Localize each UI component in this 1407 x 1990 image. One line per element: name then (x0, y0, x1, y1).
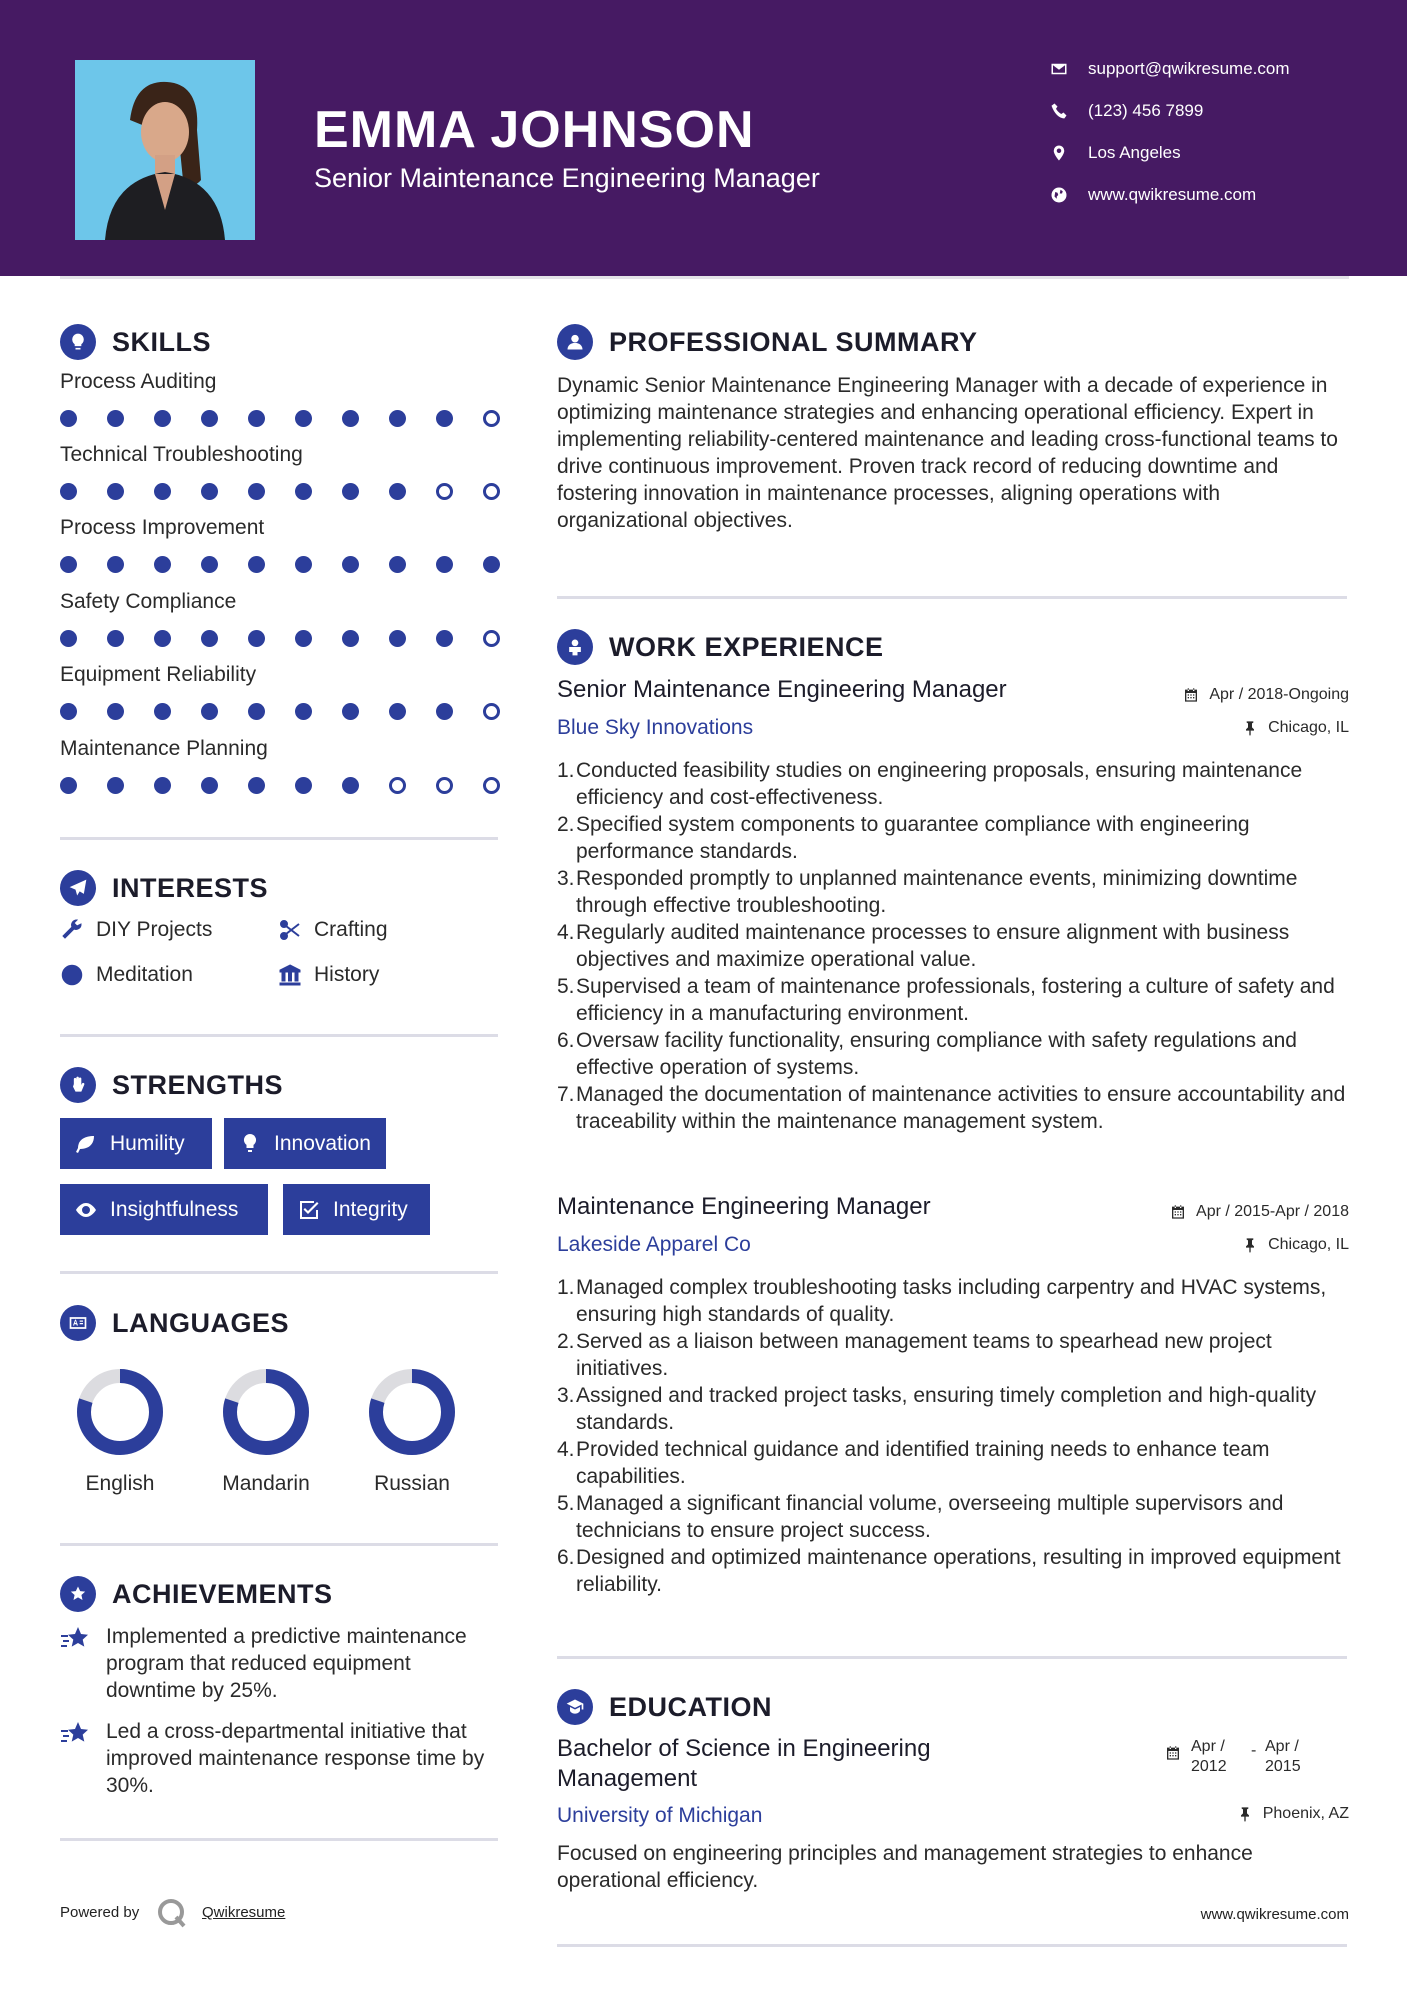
pushpin-icon (1242, 1237, 1258, 1253)
language-label: Mandarin (222, 1472, 310, 1495)
rating-dot-filled (107, 630, 124, 647)
rating-dot-filled (107, 703, 124, 720)
rating-dot-filled (154, 556, 171, 573)
footer-website[interactable]: www.qwikresume.com (1200, 1906, 1349, 1923)
check-square-icon (297, 1198, 321, 1222)
job-company: Blue Sky Innovations (557, 716, 754, 739)
rating-dot-filled (201, 556, 218, 573)
rating-dot-filled (60, 630, 77, 647)
rating-dot-filled (436, 556, 453, 573)
rating-dot-empty (483, 777, 500, 794)
languages-heading: LANGUAGES (60, 1305, 289, 1341)
rating-dot-filled (248, 483, 265, 500)
rating-dot-filled (295, 777, 312, 794)
job-bullet: 5. Managed a significant financial volume, overseeing multiple supervisors and technicians to ensure project success. (557, 1492, 1284, 1542)
divider (60, 1034, 498, 1037)
language-label: English (85, 1472, 155, 1495)
rating-dot-filled (295, 483, 312, 500)
education-school: University of Michigan (557, 1804, 763, 1827)
skill-rating (60, 777, 530, 794)
language-donut (75, 1367, 165, 1457)
rating-dot-filled (201, 483, 218, 500)
envelope-icon (1050, 60, 1068, 78)
rating-dot-filled (107, 483, 124, 500)
header-divider (60, 276, 1349, 279)
language-label: Russian (374, 1472, 450, 1495)
education-end: Apr / 2015 (1265, 1738, 1301, 1775)
contact-phone-text: (123) 456 7899 (1088, 101, 1204, 120)
circle-icon (60, 963, 84, 987)
rating-dot-filled (483, 556, 500, 573)
rating-dot-empty (483, 630, 500, 647)
powered-by-label: Powered by (60, 1904, 140, 1921)
rating-dot-filled (154, 630, 171, 647)
rating-dot-filled (342, 483, 359, 500)
skill-rating (60, 410, 530, 427)
job-location: Chicago, IL (1242, 1236, 1349, 1254)
skill-name: Technical Troubleshooting (60, 443, 303, 466)
education-dates: Apr / 2012 - Apr / 2015 (1165, 1737, 1325, 1777)
divider (557, 596, 1347, 599)
skill-rating (60, 483, 530, 500)
job-bullet: 4. Provided technical guidance and identified training needs to enhance team capabilities. (557, 1438, 1270, 1488)
job-bullet: 6. Designed and optimized maintenance operations, resulting in improved equipment reliability. (557, 1546, 1341, 1596)
education-description: Focused on engineering principles and management strategies to enhance operational efficiency. (557, 1842, 1253, 1892)
language-card-icon (68, 1313, 88, 1333)
job-bullet: 1. Managed complex troubleshooting tasks including carpentry and HVAC systems, ensuring high standards of quality. (557, 1276, 1327, 1326)
contact-website[interactable] (1050, 185, 1256, 205)
graduate-icon (565, 1697, 585, 1717)
contact-location-text: Los Angeles (1088, 143, 1181, 162)
skill-name: Maintenance Planning (60, 737, 268, 760)
skill-name: Safety Compliance (60, 590, 237, 613)
rating-dot-filled (248, 556, 265, 573)
rating-dot-filled (248, 410, 265, 427)
divider (60, 837, 498, 840)
rating-dot-filled (342, 410, 359, 427)
job-bullet: 3. Assigned and tracked project tasks, ensuring timely completion and high-quality standards. (557, 1384, 1317, 1434)
divider (60, 1838, 498, 1841)
phone-icon (1050, 102, 1068, 120)
rating-dot-filled (248, 703, 265, 720)
lightbulb-icon (238, 1132, 262, 1156)
rating-dot-filled (436, 410, 453, 427)
globe-icon (1050, 186, 1068, 204)
interests-heading: INTERESTS (60, 870, 268, 906)
eye-icon (74, 1198, 98, 1222)
rating-dot-filled (107, 556, 124, 573)
pushpin-icon (1242, 720, 1258, 736)
rating-dot-filled (295, 410, 312, 427)
rating-dot-filled (248, 630, 265, 647)
job-bullet: 2. Specified system components to guarantee compliance with engineering performance standards. (557, 813, 1250, 863)
achievement-item: Led a cross-departmental initiative that improved maintenance response time by 30%. (60, 1718, 500, 1799)
wrench-icon (60, 918, 84, 942)
achievements-heading: ACHIEVEMENTS (60, 1576, 333, 1612)
rating-dot-empty (436, 777, 453, 794)
profile-photo (75, 60, 255, 240)
leaf-icon (74, 1132, 98, 1156)
contact-phone[interactable] (1050, 101, 1203, 121)
star-icon (60, 1625, 92, 1653)
job-bullet: 5. Supervised a team of maintenance professionals, fostering a culture of safety and efficiency in a manufacturing environment. (557, 975, 1335, 1025)
skill-rating (60, 556, 530, 573)
calendar-icon (1183, 687, 1199, 703)
rating-dot-empty (483, 483, 500, 500)
qwikresume-logo-icon (156, 1897, 188, 1929)
skill-name: Process Improvement (60, 516, 265, 539)
education-degree: Bachelor of Science in Engineering Management (557, 1735, 931, 1792)
lightbulb-icon (68, 332, 88, 352)
strength-chip-humility: Humility (60, 1118, 212, 1169)
strength-chip-integrity: Integrity (283, 1184, 430, 1235)
rating-dot-filled (389, 556, 406, 573)
bank-icon (278, 963, 302, 987)
job-bullet: 7. Managed the documentation of maintenance activities to ensure accountability and traceability within the maintenance management system. (557, 1083, 1346, 1133)
rating-dot-empty (483, 703, 500, 720)
paper-plane-icon (68, 878, 88, 898)
achievement-item: Implemented a predictive maintenance program that reduced equipment downtime by 25%. (60, 1623, 500, 1704)
pushpin-icon (1237, 1806, 1253, 1822)
job-dates: Apr / 2018-Ongoing (1183, 686, 1349, 704)
rating-dot-empty (389, 777, 406, 794)
rating-dot-filled (342, 556, 359, 573)
rating-dot-filled (295, 630, 312, 647)
star-icon (60, 1720, 92, 1748)
interest-item: DIY Projects (60, 918, 212, 942)
contact-website-text: www.qwikresume.com (1088, 185, 1257, 204)
rating-dot-filled (154, 703, 171, 720)
rating-dot-empty (483, 410, 500, 427)
candidate-name: EMMA JOHNSON (314, 101, 755, 159)
interest-item: Crafting (278, 918, 388, 942)
rating-dot-filled (107, 410, 124, 427)
interest-item: Meditation (60, 963, 193, 987)
rating-dot-filled (389, 410, 406, 427)
job-dates: Apr / 2015-Apr / 2018 (1170, 1203, 1349, 1221)
experience-heading: WORK EXPERIENCE (557, 629, 884, 665)
briefcase-user-icon (565, 637, 585, 657)
job-company: Lakeside Apparel Co (557, 1233, 751, 1256)
skill-rating (60, 630, 530, 647)
rating-dot-filled (201, 410, 218, 427)
rating-dot-filled (201, 703, 218, 720)
education-heading: EDUCATION (557, 1689, 772, 1725)
rating-dot-filled (248, 777, 265, 794)
language-donut (221, 1367, 311, 1457)
rating-dot-filled (154, 483, 171, 500)
hand-icon (68, 1075, 88, 1095)
rating-dot-filled (60, 556, 77, 573)
star-badge-icon (68, 1584, 88, 1604)
skill-name: Process Auditing (60, 370, 217, 393)
rating-dot-filled (60, 483, 77, 500)
job-role: Maintenance Engineering Manager (557, 1193, 931, 1220)
contact-email[interactable] (1050, 59, 1290, 79)
rating-dot-filled (295, 703, 312, 720)
rating-dot-filled (342, 777, 359, 794)
qwikresume-link[interactable]: Qwikresume (202, 1904, 286, 1921)
skill-rating (60, 703, 530, 720)
rating-dot-empty (436, 483, 453, 500)
rating-dot-filled (154, 777, 171, 794)
rating-dot-filled (342, 703, 359, 720)
rating-dot-filled (389, 483, 406, 500)
rating-dot-filled (389, 630, 406, 647)
strength-chip-insightfulness: Insightfulness (60, 1184, 268, 1235)
map-pin-icon (1050, 144, 1068, 162)
job-bullets (557, 1274, 1357, 1598)
job-bullet: 3. Responded promptly to unplanned maintenance events, minimizing downtime through effective troubleshooting. (557, 867, 1298, 917)
candidate-title: Senior Maintenance Engineering Manager (314, 163, 820, 193)
job-bullet: 4. Regularly audited maintenance processes to ensure alignment with business objectives and maximize operational value. (557, 921, 1290, 971)
rating-dot-filled (436, 630, 453, 647)
interest-item: History (278, 963, 379, 987)
rating-dot-filled (154, 410, 171, 427)
language-donut (367, 1367, 457, 1457)
job-location: Chicago, IL (1242, 719, 1349, 737)
scissors-icon (278, 918, 302, 942)
job-bullet: 1. Conducted feasibility studies on engineering proposals, ensuring maintenance efficiency and cost-effectiveness. (557, 759, 1303, 809)
rating-dot-filled (201, 630, 218, 647)
divider (557, 1944, 1347, 1947)
rating-dot-filled (436, 703, 453, 720)
calendar-icon (1165, 1745, 1181, 1761)
education-start: Apr / 2012 (1191, 1738, 1227, 1775)
rating-dot-filled (60, 410, 77, 427)
strength-chip-innovation: Innovation (224, 1118, 386, 1169)
summary-text: Dynamic Senior Maintenance Engineering Manager with a decade of experience in optimizing maintenance strategies and enhancing operational efficiency. Expert in implementing reliability-centered maintenance and leading cross-functional teams to drive continuous improvement. Proven track record of reducing downtime and fostering innovation in maintenance processes, aligning operations with organizational objectives. (557, 374, 1338, 532)
job-bullet: 2. Served as a liaison between management teams to spearhead new project initiatives. (557, 1330, 1272, 1380)
contact-email-text: support@qwikresume.com (1088, 59, 1290, 78)
summary-heading: PROFESSIONAL SUMMARY (557, 324, 978, 360)
rating-dot-filled (107, 777, 124, 794)
education-location: Phoenix, AZ (1237, 1805, 1349, 1823)
rating-dot-filled (295, 556, 312, 573)
divider (60, 1543, 498, 1546)
skill-name: Equipment Reliability (60, 663, 257, 686)
job-role: Senior Maintenance Engineering Manager (557, 676, 1007, 703)
rating-dot-filled (201, 777, 218, 794)
contact-location (1050, 143, 1181, 163)
strengths-heading: STRENGTHS (60, 1067, 283, 1103)
divider (557, 1656, 1347, 1659)
job-bullets (557, 757, 1357, 1135)
calendar-icon (1170, 1204, 1186, 1220)
job-bullet: 6. Oversaw facility functionality, ensuring compliance with safety regulations and effective operation of systems. (557, 1029, 1297, 1079)
rating-dot-filled (60, 703, 77, 720)
rating-dot-filled (389, 703, 406, 720)
rating-dot-filled (60, 777, 77, 794)
skills-heading: SKILLS (60, 324, 211, 360)
user-icon (565, 332, 585, 352)
divider (60, 1271, 498, 1274)
rating-dot-filled (342, 630, 359, 647)
